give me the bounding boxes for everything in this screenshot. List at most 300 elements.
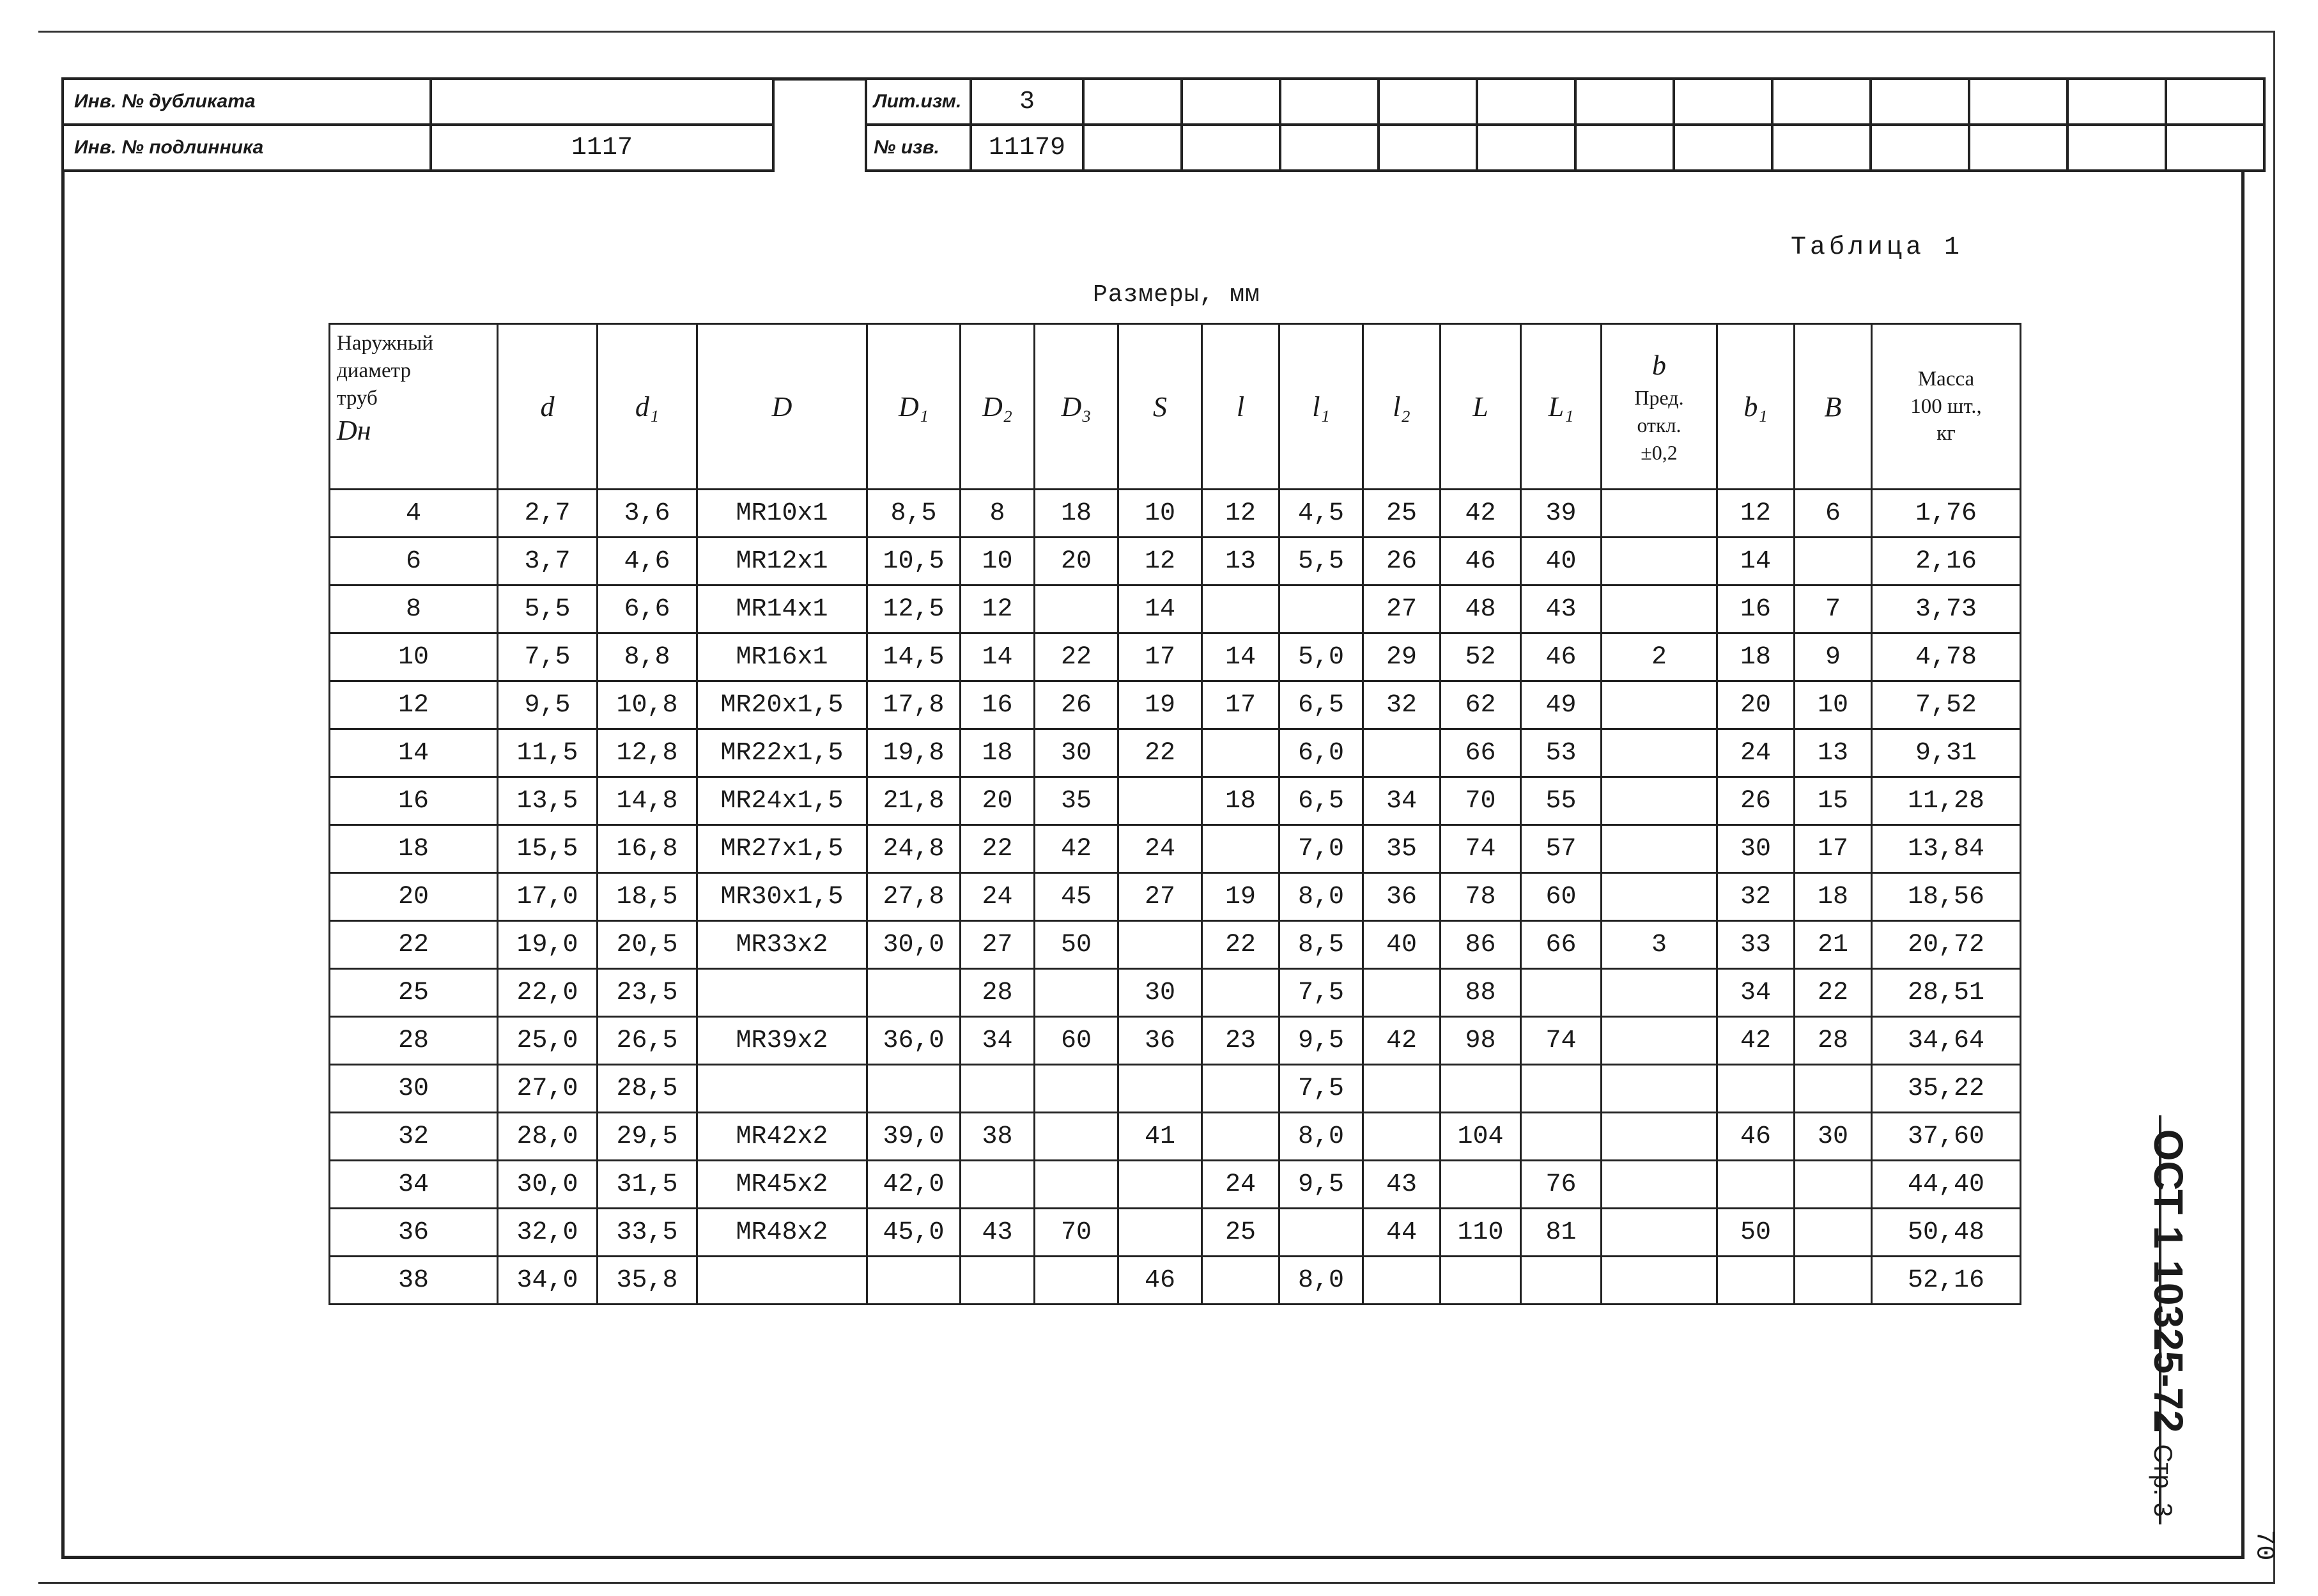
stamp-row — [63, 79, 773, 125]
header-outer-diameter — [330, 324, 498, 490]
cell-l1 — [1521, 1065, 1602, 1113]
cell-dh: 10 — [330, 633, 498, 681]
cell-d3 — [1035, 1113, 1118, 1161]
cell-b1: 24 — [1717, 729, 1795, 777]
cell-l: 14 — [1202, 633, 1279, 681]
table-row — [330, 1113, 2021, 1161]
cell-d1: 33,5 — [598, 1209, 697, 1257]
cell-d1: 42,0 — [867, 1161, 961, 1209]
header-l2: l₂ — [1363, 324, 1441, 490]
header-line: Пред. — [1634, 385, 1684, 409]
cell-s: 17 — [1118, 633, 1202, 681]
cell-b: 18 — [1795, 873, 1872, 921]
cell-dh: 8 — [330, 585, 498, 633]
cell-b1: 12 — [1717, 490, 1795, 538]
cell-b — [1602, 873, 1717, 921]
cell-d3 — [1035, 585, 1118, 633]
cell-d: MR45x2 — [697, 1161, 867, 1209]
cell-dh: 22 — [330, 921, 498, 969]
cell-b — [1602, 1257, 1717, 1305]
cell-b — [1795, 1257, 1872, 1305]
cell-d: MR33x2 — [697, 921, 867, 969]
cell-d: 9,5 — [498, 681, 598, 729]
cell-d2: 38 — [961, 1113, 1035, 1161]
cell-l2 — [1363, 969, 1441, 1017]
cell-d: MR24x1,5 — [697, 777, 867, 825]
header-line: 100 шт., — [1910, 394, 1982, 418]
cell-l1: 39 — [1521, 490, 1602, 538]
cell-d: 22,0 — [498, 969, 598, 1017]
cell-d: 13,5 — [498, 777, 598, 825]
header-B: B — [1795, 324, 1872, 490]
stamp-label: Инв. № подлинника — [63, 125, 431, 171]
cell-l: 12 — [1202, 490, 1279, 538]
cell-b1 — [1717, 1161, 1795, 1209]
standard-code: ОСТ 1 10325-72 — [2145, 1129, 2191, 1433]
cell-s: 24 — [1118, 825, 1202, 873]
cell-s — [1118, 1209, 1202, 1257]
cell-s: 22 — [1118, 729, 1202, 777]
cell-dh: 18 — [330, 825, 498, 873]
cell-b1: 20 — [1717, 681, 1795, 729]
cell-d3 — [1035, 969, 1118, 1017]
table-header-row — [330, 324, 2021, 490]
stamp-value: 1117 — [431, 125, 773, 171]
cell-d1: 19,8 — [867, 729, 961, 777]
cell-d1: 29,5 — [598, 1113, 697, 1161]
cell-l2: 29 — [1363, 633, 1441, 681]
cell-b — [1602, 585, 1717, 633]
cell-l — [1202, 969, 1279, 1017]
cell-l1 — [1279, 585, 1363, 633]
cell-l1: 40 — [1521, 538, 1602, 585]
cell-mass: 7,52 — [1872, 681, 2021, 729]
cell-l1: 7,0 — [1279, 825, 1363, 873]
table-row — [330, 777, 2021, 825]
stamp-empty-cell — [1674, 125, 1772, 171]
cell-b — [1602, 538, 1717, 585]
cell-dh: 34 — [330, 1161, 498, 1209]
cell-d3: 22 — [1035, 633, 1118, 681]
stamp-empty-cell — [1575, 125, 1674, 171]
cell-d1: 10,8 — [598, 681, 697, 729]
stamp-empty-cell — [1575, 79, 1674, 125]
cell-d — [697, 969, 867, 1017]
cell-l: 19 — [1202, 873, 1279, 921]
cell-s — [1118, 777, 1202, 825]
cell-mass: 3,73 — [1872, 585, 2021, 633]
stamp-label: Лит.изм. — [866, 79, 971, 125]
cell-b: 2 — [1602, 633, 1717, 681]
cell-l2: 25 — [1363, 490, 1441, 538]
cell-d2 — [961, 1161, 1035, 1209]
table-row — [330, 538, 2021, 585]
cell-l2: 35 — [1363, 825, 1441, 873]
cell-l: 110 — [1441, 1209, 1521, 1257]
table-row — [330, 585, 2021, 633]
stamp-empty-cell — [1871, 79, 1969, 125]
cell-b — [1602, 490, 1717, 538]
dimensions-table — [328, 323, 2021, 1305]
cell-l: 23 — [1202, 1017, 1279, 1065]
cell-l: 86 — [1441, 921, 1521, 969]
cell-l1: 53 — [1521, 729, 1602, 777]
stamp-empty-cell — [1379, 79, 1477, 125]
cell-l: 104 — [1441, 1113, 1521, 1161]
cell-l2 — [1363, 1257, 1441, 1305]
table-row — [330, 921, 2021, 969]
cell-d3: 18 — [1035, 490, 1118, 538]
cell-b1: 46 — [1717, 1113, 1795, 1161]
header-b1: b₁ — [1717, 324, 1795, 490]
cell-l1: 8,0 — [1279, 873, 1363, 921]
cell-s: 12 — [1118, 538, 1202, 585]
cell-l1: 76 — [1521, 1161, 1602, 1209]
cell-l1 — [1521, 1257, 1602, 1305]
cell-l1: 60 — [1521, 873, 1602, 921]
cell-d: MR30x1,5 — [697, 873, 867, 921]
cell-d1: 8,8 — [598, 633, 697, 681]
cell-l1: 6,5 — [1279, 681, 1363, 729]
header-line: откл. — [1637, 414, 1681, 437]
cell-l: 88 — [1441, 969, 1521, 1017]
cell-d1: 27,8 — [867, 873, 961, 921]
cell-l: 46 — [1441, 538, 1521, 585]
units-caption: Размеры, мм — [1093, 281, 1260, 309]
cell-l2: 36 — [1363, 873, 1441, 921]
header-mass — [1872, 324, 2021, 490]
table-row — [330, 1017, 2021, 1065]
cell-b: 9 — [1795, 633, 1872, 681]
cell-d3 — [1035, 1257, 1118, 1305]
cell-l2: 26 — [1363, 538, 1441, 585]
cell-l1: 46 — [1521, 633, 1602, 681]
header-D2: D₂ — [961, 324, 1035, 490]
cell-mass: 37,60 — [1872, 1113, 2021, 1161]
cell-d1: 35,8 — [598, 1257, 697, 1305]
cell-d: 28,0 — [498, 1113, 598, 1161]
cell-d1 — [867, 1065, 961, 1113]
cell-d1: 12,5 — [867, 585, 961, 633]
cell-l2: 44 — [1363, 1209, 1441, 1257]
cell-l — [1202, 1113, 1279, 1161]
cell-d1 — [867, 1257, 961, 1305]
cell-d: MR12x1 — [697, 538, 867, 585]
cell-d1: 8,5 — [867, 490, 961, 538]
cell-d: 32,0 — [498, 1209, 598, 1257]
header-b — [1602, 324, 1717, 490]
page-number: 70 — [2249, 1530, 2278, 1561]
cell-d2 — [961, 1065, 1035, 1113]
cell-d: MR27x1,5 — [697, 825, 867, 873]
table-row — [330, 969, 2021, 1017]
cell-d: 34,0 — [498, 1257, 598, 1305]
cell-dh: 28 — [330, 1017, 498, 1065]
cell-l — [1202, 1065, 1279, 1113]
cell-s — [1118, 1161, 1202, 1209]
cell-b — [1602, 1017, 1717, 1065]
cell-b — [1602, 681, 1717, 729]
stamp-empty-cell — [1083, 79, 1182, 125]
cell-l1 — [1279, 1209, 1363, 1257]
cell-d3: 45 — [1035, 873, 1118, 921]
cell-d2: 34 — [961, 1017, 1035, 1065]
header-line: ±0,2 — [1641, 441, 1678, 465]
cell-d2: 28 — [961, 969, 1035, 1017]
cell-l1: 8,0 — [1279, 1257, 1363, 1305]
table-row — [330, 1209, 2021, 1257]
cell-b1 — [1717, 1257, 1795, 1305]
cell-b: 22 — [1795, 969, 1872, 1017]
cell-d1: 3,6 — [598, 490, 697, 538]
cell-b — [1602, 969, 1717, 1017]
cell-l: 13 — [1202, 538, 1279, 585]
cell-d — [697, 1257, 867, 1305]
cell-b — [1602, 1209, 1717, 1257]
cell-d — [697, 1065, 867, 1113]
cell-d: 25,0 — [498, 1017, 598, 1065]
cell-b1: 30 — [1717, 825, 1795, 873]
cell-d1: 14,8 — [598, 777, 697, 825]
cell-d3: 26 — [1035, 681, 1118, 729]
cell-l: 52 — [1441, 633, 1521, 681]
stamp-empty-cell — [1477, 125, 1575, 171]
cell-d1: 23,5 — [598, 969, 697, 1017]
cell-b — [1602, 729, 1717, 777]
cell-l2 — [1363, 1113, 1441, 1161]
cell-l — [1202, 585, 1279, 633]
cell-b1: 16 — [1717, 585, 1795, 633]
cell-d3: 70 — [1035, 1209, 1118, 1257]
cell-b — [1602, 1161, 1717, 1209]
cell-l2: 34 — [1363, 777, 1441, 825]
cell-b1: 50 — [1717, 1209, 1795, 1257]
cell-d3: 30 — [1035, 729, 1118, 777]
page-label: Стр. 3 — [2149, 1444, 2177, 1517]
cell-d: MR14x1 — [697, 585, 867, 633]
cell-d2: 12 — [961, 585, 1035, 633]
cell-d1: 18,5 — [598, 873, 697, 921]
stamp-empty-cell — [2166, 79, 2264, 125]
cell-d: 19,0 — [498, 921, 598, 969]
table-row — [330, 825, 2021, 873]
cell-d1: 16,8 — [598, 825, 697, 873]
cell-b — [1602, 1065, 1717, 1113]
cell-d2: 10 — [961, 538, 1035, 585]
stamp-empty-cell — [1969, 79, 2067, 125]
cell-l1: 5,5 — [1279, 538, 1363, 585]
cell-b1 — [1717, 1065, 1795, 1113]
cell-d2: 18 — [961, 729, 1035, 777]
cell-b: 30 — [1795, 1113, 1872, 1161]
stamp-empty-cell — [1379, 125, 1477, 171]
stamp-empty-cell — [1083, 125, 1182, 171]
cell-d: 11,5 — [498, 729, 598, 777]
cell-mass: 52,16 — [1872, 1257, 2021, 1305]
table-row — [330, 873, 2021, 921]
header-line: Наружный — [337, 332, 433, 355]
cell-l — [1202, 825, 1279, 873]
cell-d1: 6,6 — [598, 585, 697, 633]
stamp-empty-cell — [2067, 125, 2166, 171]
cell-l: 66 — [1441, 729, 1521, 777]
cell-dh: 20 — [330, 873, 498, 921]
table-row — [330, 1161, 2021, 1209]
stamp-empty-cell — [1772, 79, 1871, 125]
document-code — [2133, 1115, 2204, 1531]
cell-l1: 9,5 — [1279, 1161, 1363, 1209]
cell-b: 28 — [1795, 1017, 1872, 1065]
cell-l1: 57 — [1521, 825, 1602, 873]
cell-d3: 60 — [1035, 1017, 1118, 1065]
cell-s: 19 — [1118, 681, 1202, 729]
cell-d1 — [867, 969, 961, 1017]
cell-s: 41 — [1118, 1113, 1202, 1161]
stamp-row — [63, 125, 773, 171]
cell-mass: 28,51 — [1872, 969, 2021, 1017]
header-line: b — [1652, 349, 1666, 381]
header-line: кг — [1936, 422, 1956, 445]
cell-l1: 8,0 — [1279, 1113, 1363, 1161]
table-caption: Таблица 1 — [1790, 233, 1963, 262]
cell-d2: 8 — [961, 490, 1035, 538]
cell-d1: 20,5 — [598, 921, 697, 969]
cell-dh: 36 — [330, 1209, 498, 1257]
cell-l1: 5,0 — [1279, 633, 1363, 681]
cell-d1: 4,6 — [598, 538, 697, 585]
cell-l2 — [1363, 729, 1441, 777]
cell-d: MR20x1,5 — [697, 681, 867, 729]
cell-l2: 42 — [1363, 1017, 1441, 1065]
cell-d1: 14,5 — [867, 633, 961, 681]
cell-d2: 16 — [961, 681, 1035, 729]
cell-dh: 6 — [330, 538, 498, 585]
cell-l2: 43 — [1363, 1161, 1441, 1209]
header-line: труб — [337, 386, 378, 410]
cell-dh: 32 — [330, 1113, 498, 1161]
cell-d3: 42 — [1035, 825, 1118, 873]
cell-d2: 14 — [961, 633, 1035, 681]
cell-l1: 7,5 — [1279, 1065, 1363, 1113]
cell-d1: 28,5 — [598, 1065, 697, 1113]
cell-l1: 55 — [1521, 777, 1602, 825]
cell-l: 98 — [1441, 1017, 1521, 1065]
cell-dh: 16 — [330, 777, 498, 825]
cell-d: 5,5 — [498, 585, 598, 633]
stamp-empty-cell — [1280, 79, 1379, 125]
cell-l1: 81 — [1521, 1209, 1602, 1257]
table-row — [330, 681, 2021, 729]
cell-d1: 30,0 — [867, 921, 961, 969]
cell-l: 18 — [1202, 777, 1279, 825]
cell-dh: 4 — [330, 490, 498, 538]
cell-s: 46 — [1118, 1257, 1202, 1305]
table-row — [330, 633, 2021, 681]
table-body — [330, 490, 2021, 1305]
cell-l — [1441, 1257, 1521, 1305]
cell-l: 48 — [1441, 585, 1521, 633]
cell-mass: 35,22 — [1872, 1065, 2021, 1113]
cell-d1: 24,8 — [867, 825, 961, 873]
cell-l1: 43 — [1521, 585, 1602, 633]
cell-l — [1441, 1161, 1521, 1209]
cell-l1: 6,5 — [1279, 777, 1363, 825]
cell-s: 36 — [1118, 1017, 1202, 1065]
cell-l1: 6,0 — [1279, 729, 1363, 777]
cell-d3: 35 — [1035, 777, 1118, 825]
cell-l: 25 — [1202, 1209, 1279, 1257]
header-d1: d₁ — [598, 324, 697, 490]
cell-dh: 25 — [330, 969, 498, 1017]
stamp-empty-cell — [2166, 125, 2264, 171]
header-D: D — [697, 324, 867, 490]
cell-b1: 32 — [1717, 873, 1795, 921]
cell-mass: 2,16 — [1872, 538, 2021, 585]
header-line: Масса — [1917, 367, 1975, 391]
stamp-value: 3 — [971, 79, 1083, 125]
cell-d1: 45,0 — [867, 1209, 961, 1257]
cell-b: 10 — [1795, 681, 1872, 729]
cell-d1: 17,8 — [867, 681, 961, 729]
stamp-empty-cell — [1969, 125, 2067, 171]
cell-b1: 34 — [1717, 969, 1795, 1017]
cell-l2 — [1363, 1065, 1441, 1113]
cell-mass: 44,40 — [1872, 1161, 2021, 1209]
cell-mass: 13,84 — [1872, 825, 2021, 873]
cell-d2: 27 — [961, 921, 1035, 969]
cell-l1: 66 — [1521, 921, 1602, 969]
cell-l1: 9,5 — [1279, 1017, 1363, 1065]
stamp-value: 11179 — [971, 125, 1083, 171]
cell-b: 3 — [1602, 921, 1717, 969]
cell-dh: 12 — [330, 681, 498, 729]
cell-l — [1202, 1257, 1279, 1305]
cell-b1: 18 — [1717, 633, 1795, 681]
cell-dh: 38 — [330, 1257, 498, 1305]
stamp-empty-cell — [1182, 79, 1280, 125]
cell-mass: 34,64 — [1872, 1017, 2021, 1065]
cell-d: 3,7 — [498, 538, 598, 585]
cell-d: 17,0 — [498, 873, 598, 921]
table-row — [330, 490, 2021, 538]
cell-l1: 74 — [1521, 1017, 1602, 1065]
cell-l2: 27 — [1363, 585, 1441, 633]
cell-d1: 12,8 — [598, 729, 697, 777]
cell-l: 22 — [1202, 921, 1279, 969]
cell-dh: 30 — [330, 1065, 498, 1113]
cell-b1: 26 — [1717, 777, 1795, 825]
table-row — [330, 729, 2021, 777]
cell-d2: 24 — [961, 873, 1035, 921]
cell-l: 24 — [1202, 1161, 1279, 1209]
cell-l — [1441, 1065, 1521, 1113]
revision-stamp — [865, 77, 2266, 172]
cell-mass: 11,28 — [1872, 777, 2021, 825]
cell-mass: 18,56 — [1872, 873, 2021, 921]
table-row — [330, 1257, 2021, 1305]
cell-mass: 9,31 — [1872, 729, 2021, 777]
cell-b: 7 — [1795, 585, 1872, 633]
cell-b — [1795, 1161, 1872, 1209]
cell-b: 15 — [1795, 777, 1872, 825]
cell-d: MR39x2 — [697, 1017, 867, 1065]
cell-s: 10 — [1118, 490, 1202, 538]
cell-b: 13 — [1795, 729, 1872, 777]
header-D1: D₁ — [867, 324, 961, 490]
cell-d2: 43 — [961, 1209, 1035, 1257]
cell-s — [1118, 921, 1202, 969]
cell-d: 7,5 — [498, 633, 598, 681]
